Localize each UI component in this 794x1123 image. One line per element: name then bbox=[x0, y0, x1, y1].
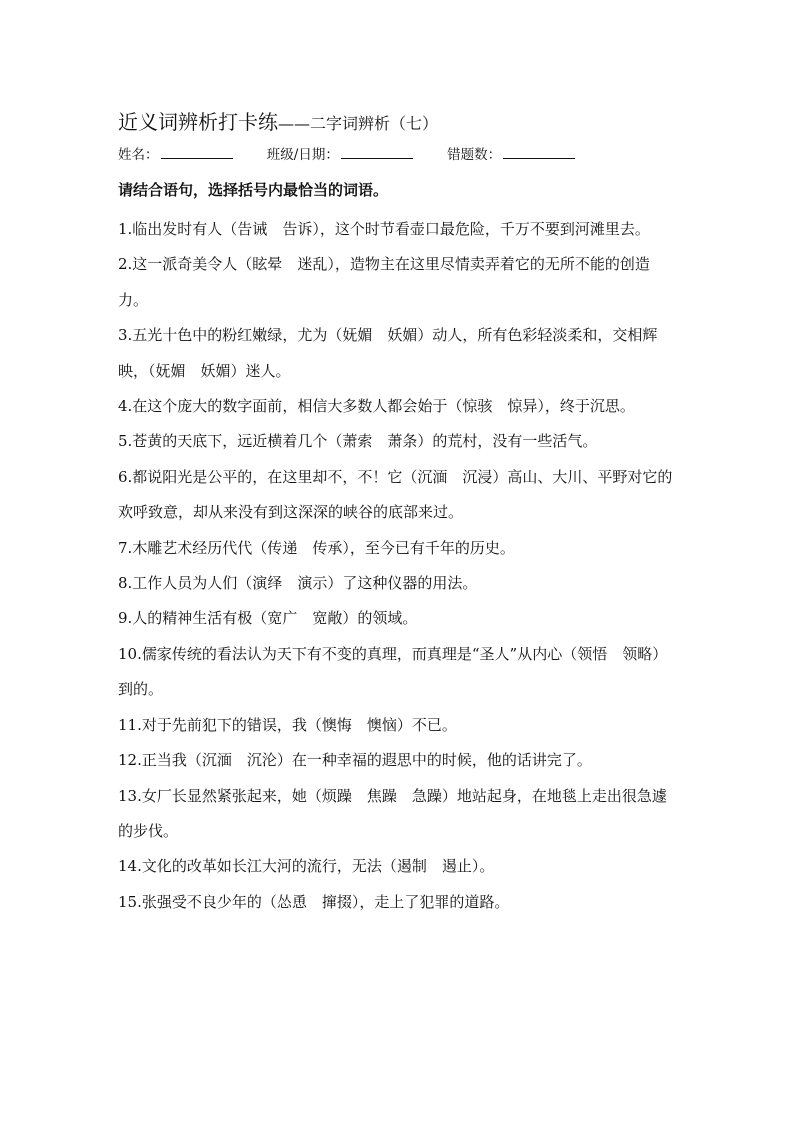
name-blank[interactable] bbox=[161, 144, 233, 159]
question-item: 8.工作人员为人们（演绎 演示）了这种仪器的用法。 bbox=[118, 574, 478, 593]
question-item: 5.苍黄的天底下，远近横着几个（萧索 萧条）的荒村，没有一些活气。 bbox=[118, 432, 598, 451]
question-item: 6.都说阳光是公平的，在这里却不，不！它（沉湎 沉浸）高山、大川、平野对它的欢呼致意，却从来没有到这深深的峡谷的底部来过。 bbox=[118, 467, 673, 522]
title-sub: ——二字词辨析（七） bbox=[278, 114, 439, 133]
name-label: 姓名： bbox=[118, 147, 159, 163]
class-date-label: 班级/日期： bbox=[266, 147, 339, 163]
question-item: 1.临出发时有人（告诫 告诉），这个时节看壶口最危险，千万不要到河滩里去。 bbox=[118, 220, 650, 238]
errors-label: 错题数： bbox=[447, 147, 502, 163]
question-item: 9.人的精神生活有极（宽广 宽敞）的领域。 bbox=[118, 609, 418, 628]
question-item: 3.五光十色中的粉红嫩绿，尤为（妩媚 妖媚）动人，所有色彩轻淡柔和，交相辉映，（妩媚 妖媚）迷人。 bbox=[118, 326, 658, 380]
question-item: 2.这一派奇美令人（眩晕 迷乱），造物主在这里尽情卖弄着它的无所不能的创造力。 bbox=[118, 255, 650, 309]
name-field bbox=[118, 144, 233, 165]
question-item: 15.张强受不良少年的（怂恿 撺掇），走上了犯罪的道路。 bbox=[118, 892, 510, 911]
title-main: 近义词辨析打卡练 bbox=[118, 110, 278, 134]
question-item: 12.正当我（沉湎 沉沦）在一种幸福的遐思中的时候，他的话讲完了。 bbox=[118, 751, 592, 770]
page-title bbox=[118, 108, 438, 138]
question-list bbox=[118, 212, 678, 920]
errors-blank[interactable] bbox=[503, 144, 575, 159]
instruction: 请结合语句，选择括号内最恰当的词语。 bbox=[118, 181, 389, 199]
class-date-field bbox=[267, 144, 413, 165]
class-date-blank[interactable] bbox=[341, 144, 413, 159]
question-item: 7.木雕艺术经历代代（传递 传承），至今已有千年的历史。 bbox=[118, 538, 515, 557]
question-item: 11.对于先前犯下的错误，我（懊悔 懊恼）不已。 bbox=[118, 715, 457, 734]
question-item: 4.在这个庞大的数字面前，相信大多数人都会始于（惊骇 惊异），终于沉思。 bbox=[118, 397, 635, 416]
student-info-row bbox=[118, 144, 605, 165]
question-item: 13.女厂长显然紧张起来，她（烦躁 焦躁 急躁）地站起身，在地毯上走出很急遽的步伐。 bbox=[118, 786, 667, 840]
question-item: 10.儒家传统的看法认为天下有不变的真理，而真理是“圣人”从内心（领悟 领略）到的。 bbox=[118, 644, 668, 699]
question-item: 14.文化的改革如长江大河的流行，无法（遏制 遏止）。 bbox=[118, 857, 495, 876]
errors-field bbox=[447, 144, 575, 165]
